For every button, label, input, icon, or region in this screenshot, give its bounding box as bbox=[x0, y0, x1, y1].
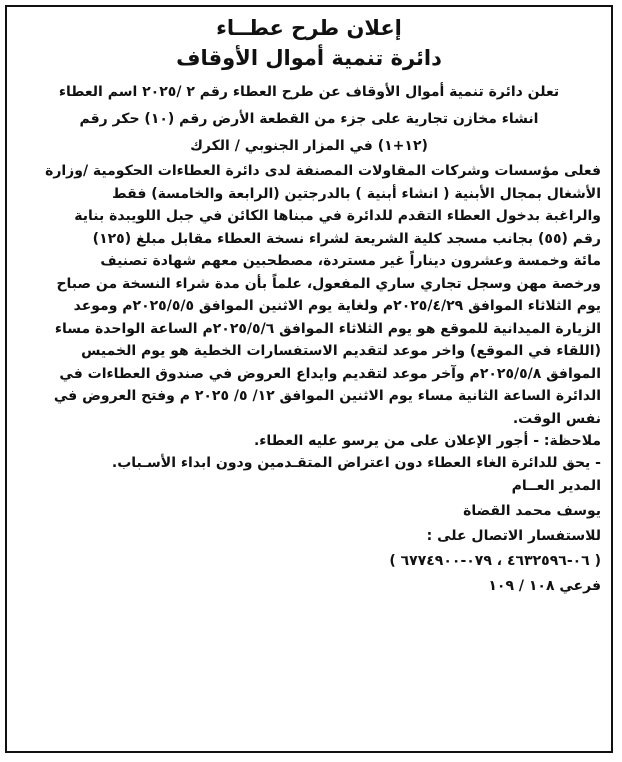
department-name: دائرة تنمية أموال الأوقاف bbox=[176, 46, 442, 70]
body-line: والراغبة بدخول العطاء التقدم للدائرة في مبناها الكائن في جبل اللويبدة بناية bbox=[74, 208, 601, 224]
body-line: الزيارة الميدانية للموقع هو يوم الثلاثاء الموافق ٢٠٢٥/٥/٦م الساعة الواحدة مساء bbox=[54, 320, 601, 337]
body-line: نفس الوقت. bbox=[512, 410, 601, 427]
contact-extension: فرعي ١٠٨ / ١٠٩ bbox=[488, 578, 601, 594]
body-line: مائة وخمسة وعشرون ديناراً غير مستردة، مصطحبين معهم شهادة تصنيف bbox=[100, 253, 601, 269]
tender-body bbox=[17, 160, 601, 430]
lead-line: (١٢+١) في المزار الجنوبي / الكرك bbox=[190, 138, 428, 154]
note-cancellation: - يحق للدائرة الغاء العطاء دون اعتراض المتقـدمين ودون ابداء الأسـباب. bbox=[111, 455, 601, 471]
body-line: يوم الثلاثاء الموافق ٢٠٢٥/٤/٢٩م ولغاية يوم الاثنين الموافق ٢٠٢٥/٥/٥م وموعد bbox=[73, 298, 601, 314]
body-line: رقم (٥٥) بجانب مسجد كلية الشريعة لشراء نسخة العطاء مقابل مبلغ (١٢٥) bbox=[92, 230, 601, 247]
body-line: ورخصة مهن وسجل تجاري ساري المفعول، علماً بأن مدة شراء النسخة من صباح bbox=[56, 275, 601, 292]
announcement-frame bbox=[5, 5, 613, 753]
signatory-name: يوسف محمد القضاة bbox=[463, 503, 601, 519]
body-line: الدائرة الساعة الثانية مساء يوم الاثنين الموافق ١٢/ ٥/ ٢٠٢٥ م وفتح العروض في bbox=[53, 388, 601, 404]
body-line: الأشغال بمجال الأبنية ( انشاء أبنية ) بالدرجتين (الرابعة والخامسة) فقط bbox=[112, 185, 601, 202]
notes bbox=[17, 430, 601, 474]
body-line: فعلى مؤسسات وشركات المقاولات المصنفة لدى دائرة العطاءات الحكومية /وزارة bbox=[45, 163, 601, 179]
signatory-position: المدير العــام bbox=[511, 478, 601, 494]
announcement-document bbox=[7, 7, 611, 599]
tender-lead bbox=[17, 79, 601, 160]
lead-line: انشاء مخازن تجارية على جزء من القطعة الأرض رقم (١٠) حكر رقم bbox=[79, 111, 539, 127]
signature-block bbox=[17, 474, 601, 524]
contact-phones: ( ٠٦-٤٦٣٢٥٩٦ ، ٠٧٩-٦٧٧٤٩٠٠ ) bbox=[389, 553, 601, 569]
body-line: (اللقاء في الموقع) واخر موعد لتقديم الاستفسارات الخطية هو يوم الخميس bbox=[81, 343, 601, 359]
contact-block bbox=[17, 524, 601, 599]
body-line: الموافق ٢٠٢٥/٥/٨م وآخر موعد لتقديم وايداع العروض في صندوق العطاءات في bbox=[59, 365, 601, 382]
announcement-title: إعلان طرح عطــاء bbox=[216, 16, 402, 40]
note-fees: ملاحظة: - أجور الإعلان على من يرسو عليه العطاء. bbox=[253, 433, 601, 449]
lead-line: تعلن دائرة تنمية أموال الأوقاف عن طرح العطاء رقم ٢ /٢٠٢٥ اسم العطاء bbox=[58, 84, 560, 100]
contact-label: للاستفسار الاتصال على : bbox=[426, 528, 601, 544]
